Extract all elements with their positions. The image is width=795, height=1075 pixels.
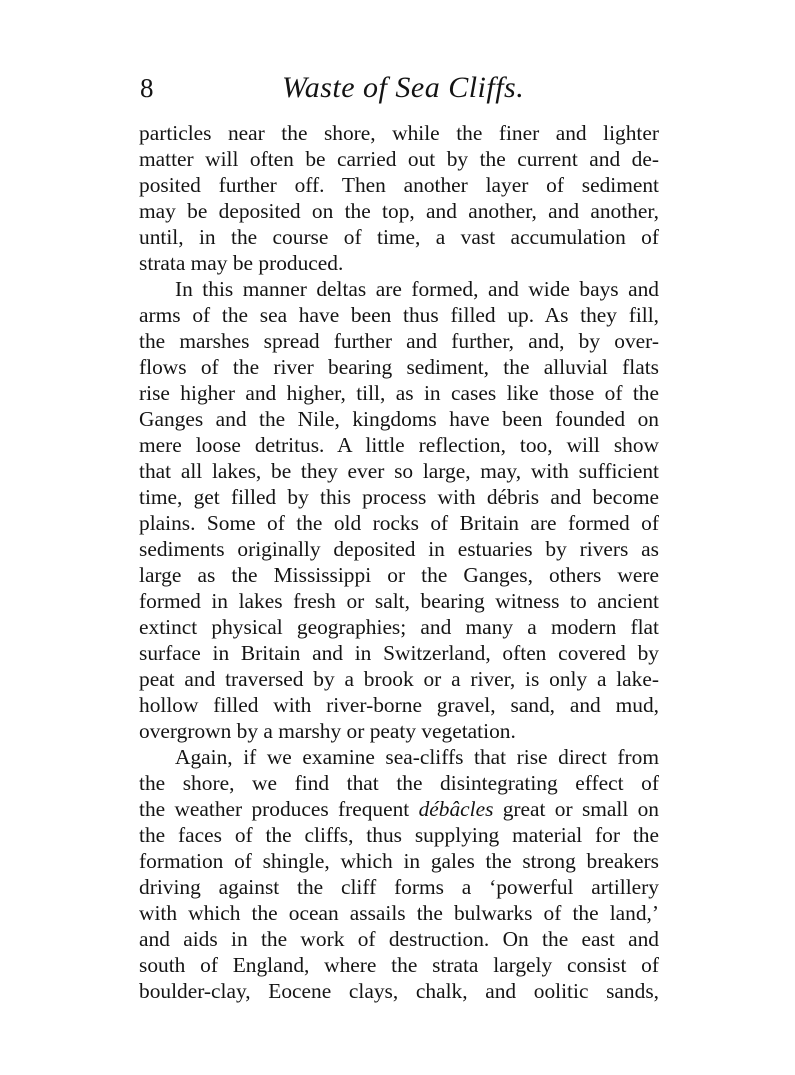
text-line: the marshes spread further and further, and, by over-	[139, 329, 659, 353]
paragraph-3	[139, 744, 659, 1004]
text-line: flows of the river bearing sediment, the alluvial flats	[139, 355, 659, 379]
text-line-with-italic	[139, 796, 659, 822]
text-line: until, in the course of time, a vast accumulation of	[139, 225, 659, 249]
paragraph-2	[139, 276, 659, 744]
text-line: hollow filled with river-borne gravel, sand, and mud,	[139, 693, 659, 717]
text-line: with which the ocean assails the bulwarks of the land,’	[139, 901, 659, 925]
text-run: the weather produces frequent	[139, 797, 419, 821]
text-line: the shore, we find that the disintegrating effect of	[139, 771, 659, 795]
page-header	[140, 68, 660, 108]
text-line: formed in lakes fresh or salt, bearing witness to ancient	[139, 589, 659, 613]
text-line: time, get filled by this process with débris and become	[139, 485, 659, 509]
text-line: formation of shingle, which in gales the strong breakers	[139, 849, 659, 873]
text-line: the faces of the cliffs, thus supplying material for the	[139, 823, 659, 847]
text-line: boulder-clay, Eocene clays, chalk, and oolitic sands,	[139, 979, 659, 1003]
text-line: large as the Mississippi or the Ganges, others were	[139, 563, 659, 587]
italic-word: débâcles	[418, 797, 494, 821]
running-title: Waste of Sea Cliffs.	[282, 71, 525, 104]
text-line: sediments originally deposited in estuaries by rivers as	[139, 537, 659, 561]
text-line: Again, if we examine sea-cliffs that rise direct from	[175, 745, 659, 769]
text-line: may be deposited on the top, and another, and another,	[139, 199, 659, 223]
text-line: peat and traversed by a brook or a river, is only a lake-	[139, 667, 659, 691]
body-text	[139, 120, 659, 1004]
text-line: Ganges and the Nile, kingdoms have been founded on	[139, 407, 659, 431]
text-line: and aids in the work of destruction. On the east and	[139, 927, 659, 951]
text-line: mere loose detritus. A little reflection, too, will show	[139, 433, 659, 457]
text-line: that all lakes, be they ever so large, may, with sufficient	[139, 459, 659, 483]
text-run: great or small on	[493, 797, 659, 821]
text-line: overgrown by a marshy or peaty vegetation.	[139, 719, 516, 743]
text-line: posited further off. Then another layer of sediment	[139, 173, 659, 197]
paragraph-1	[139, 120, 659, 276]
text-line: driving against the cliff forms a ‘powerful artillery	[139, 875, 659, 899]
text-line: matter will often be carried out by the current and de-	[139, 147, 659, 171]
text-line: particles near the shore, while the finer and lighter	[139, 121, 659, 145]
text-line: strata may be produced.	[139, 251, 344, 275]
text-line: surface in Britain and in Switzerland, often covered by	[139, 641, 659, 665]
text-line: extinct physical geographies; and many a modern flat	[139, 615, 659, 639]
page-number: 8	[140, 73, 154, 103]
text-line: rise higher and higher, till, as in cases like those of the	[139, 381, 659, 405]
text-line: arms of the sea have been thus filled up. As they fill,	[139, 303, 659, 327]
text-line: In this manner deltas are formed, and wide bays and	[175, 277, 659, 301]
text-line: south of England, where the strata largely consist of	[139, 953, 659, 977]
text-line: plains. Some of the old rocks of Britain are formed of	[139, 511, 659, 535]
